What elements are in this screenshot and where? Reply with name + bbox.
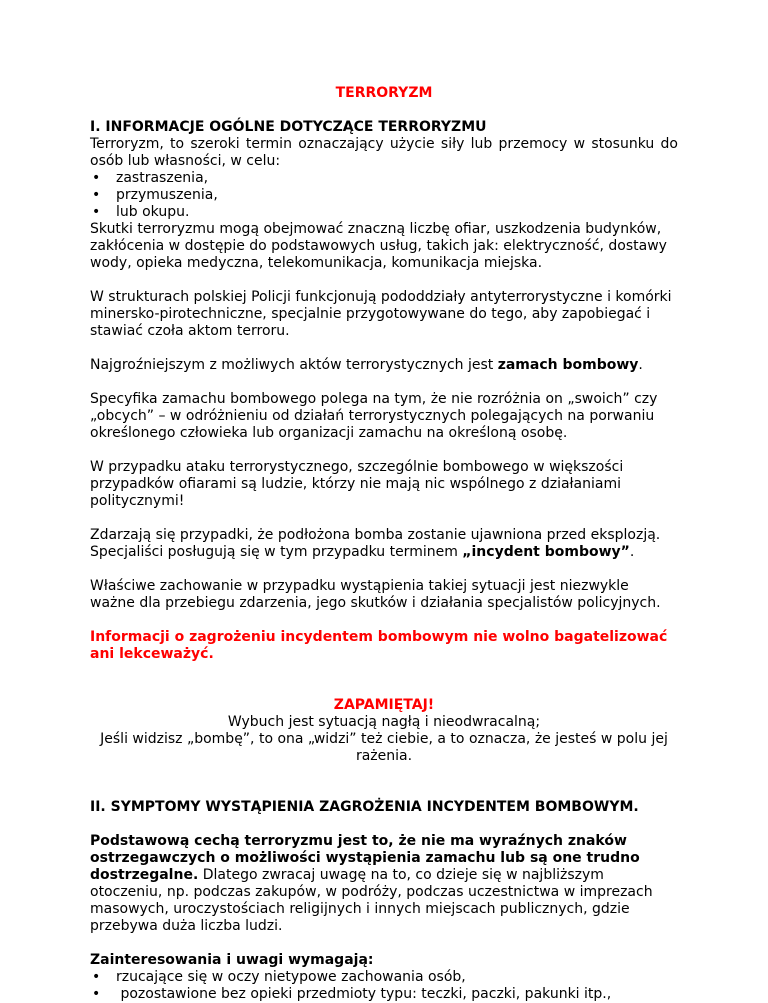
- list-item: • rzucające się w oczy nietypowe zachowania osób,: [92, 969, 466, 985]
- list-item: • lub okupu.: [92, 204, 190, 220]
- paragraph-victims: W przypadku ataku terrorystycznego, szczególnie bombowego w większości przypadków ofiarami są ludzie, którzy nie mają nic wspólnego z działaniami politycznymi!: [90, 459, 624, 509]
- document-body: [90, 85, 678, 1003]
- spacer: [90, 765, 678, 782]
- remember-title: ZAPAMIĘTAJ!: [333, 697, 435, 713]
- document-title: TERRORYZM: [335, 85, 433, 101]
- purpose-list: [90, 170, 678, 221]
- section-1-heading: I. INFORMACJE OGÓLNE DOTYCZĄCE TERRORYZMU: [90, 119, 487, 135]
- bullet-icon: •: [92, 969, 101, 985]
- paragraph-proper-behavior: Właściwe zachowanie w przypadku wystąpienia takiej sytuacji jest niezwykle ważne dla przebiegu zdarzenia, jego skutków i działania specjalistów policyjnych.: [90, 578, 661, 611]
- section-2-heading: II. SYMPTOMY WYSTĄPIENIA ZAGROŻENIA INCYDENTEM BOMBOWYM.: [90, 799, 639, 815]
- bullet-icon: •: [92, 170, 101, 186]
- list-item: • przymuszenia,: [92, 187, 218, 203]
- list-item: • zastraszenia,: [92, 170, 209, 186]
- paragraph-bomb-attack: Najgroźniejszym z możliwych aktów terrorystycznych jest zamach bombowy.: [90, 357, 643, 373]
- remember-line-2: Jeśli widzisz „bombę”, to ona „widzi” też ciebie, a to oznacza, że jesteś w polu jej rażenia.: [100, 731, 668, 764]
- remember-line-1: Wybuch jest sytuacją nagłą i nieodwracalną;: [227, 714, 541, 730]
- paragraph-specifics: Specyfika zamachu bombowego polega na tym, że nie rozróżnia on „swoich” czy „obcych” – w odróżnieniu od działań terrorystycznych polegających na porwaniu określonego człowieka lub organizacji zamachu na określoną osobę.: [90, 391, 658, 441]
- section-1-intro: Terroryzm, to szeroki termin oznaczający użycie siły lub przemocy w stosunku do osób lub własności, w celu:: [90, 136, 678, 169]
- bullet-icon: •: [92, 204, 101, 220]
- paragraph-bomb-incident: Zdarzają się przypadki, że podłożona bomba zostanie ujawniona przed eksplozją. Specjaliści posługują się w tym przypadku terminem „incydent bombowy”.: [90, 527, 661, 560]
- bullet-icon: •: [92, 986, 101, 1002]
- spacer: [90, 680, 678, 697]
- spacer: [90, 663, 678, 680]
- paragraph-effects: Skutki terroryzmu mogą obejmować znaczną liczbę ofiar, uszkodzenia budynków, zakłócenia w dostępie do podstawowych usług, takich jak: elektryczność, dostawy wody, opieka medyczna, telekomunikacja, komunikacja miejska.: [90, 221, 667, 271]
- section-2-subheading: Zainteresowania i uwagi wymagają:: [90, 952, 374, 968]
- list-item: • pozostawione bez opieki przedmioty typu: teczki, paczki, pakunki itp.,: [92, 986, 612, 1002]
- attention-list: [90, 969, 678, 1003]
- spacer: [90, 782, 678, 799]
- paragraph-symptoms: Podstawową cechą terroryzmu jest to, że nie ma wyraźnych znaków ostrzegawczych o możliwości wystąpienia zamachu lub są one trudno dostrzegalne. Dlatego zwracaj uwagę na to, co dzieje się w najbliższym otoczeniu, np. podczas zakupów, w podróży, podczas uczestnictwa w imprezach masowych, uroczystościach religijnych i innych miejscach publicznych, gdzie przebywa duża liczba ludzi.: [90, 833, 653, 934]
- bullet-icon: •: [92, 187, 101, 203]
- paragraph-police-units: W strukturach polskiej Policji funkcjonują pododdziały antyterrorystyczne i komórki minersko-pirotechniczne, specjalnie przygotowywane do tego, aby zapobiegać i stawiać czoła aktom terroru.: [90, 289, 672, 339]
- warning-text: Informacji o zagrożeniu incydentem bombowym nie wolno bagatelizować ani lekceważyć.: [90, 629, 668, 662]
